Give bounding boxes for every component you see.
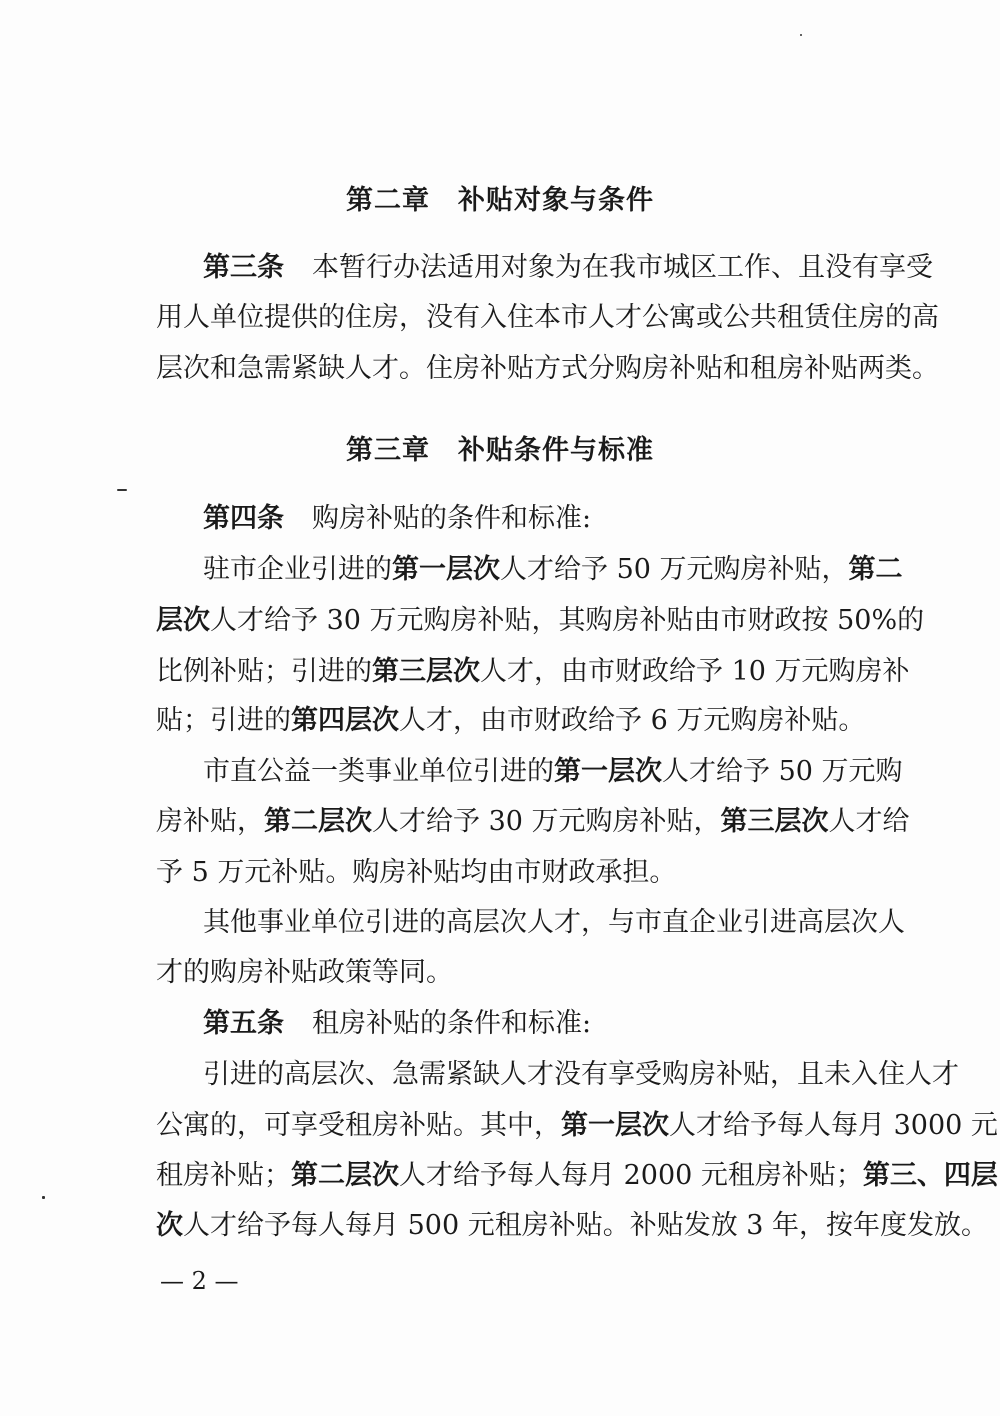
bold-tier-label: 第四层次	[291, 705, 399, 736]
text-run: 人才给予每人每月 500 元租房补贴。补贴发放 3 年，按年度发放。	[183, 1210, 989, 1241]
article-3-text-1: 本暂行办法适用对象为在我市城区工作、且没有享受	[312, 252, 933, 283]
bold-tier-label: 第一层次	[392, 554, 500, 585]
chapter-2-number: 第二章	[346, 185, 430, 216]
text-run: 公寓的，可享受租房补贴。其中，	[156, 1110, 561, 1141]
bold-tier-label: 第三层次	[720, 806, 829, 837]
text-run: 人才给予 50 万元购	[662, 756, 903, 787]
article-4-p1-line-4	[156, 701, 865, 741]
text-run: 租房补贴；	[156, 1160, 291, 1191]
article-4-p1-line-1	[203, 550, 903, 590]
bold-tier-label: 第三、四层	[862, 1160, 998, 1191]
bold-tier-label: 次	[156, 1210, 183, 1241]
chapter-3-number: 第三章	[346, 435, 430, 466]
article-5-label: 第五条	[203, 1008, 284, 1039]
bold-tier-label: 第三层次	[372, 656, 480, 687]
text-run: 人才给予每人每月 3000 元	[669, 1110, 998, 1141]
text-run: 市直公益一类事业单位引进的	[203, 756, 554, 787]
text-run: 人才，由市财政给予 10 万元购房补	[480, 656, 910, 687]
article-5-p1-line-4	[156, 1206, 988, 1246]
article-4-label: 第四条	[203, 503, 284, 534]
bold-tier-label: 第一层次	[554, 756, 662, 787]
article-4-p1-line-2	[156, 601, 924, 641]
text-run: 予 5 万元补贴。购房补贴均由市财政承担。	[156, 857, 677, 888]
text-run: 引进的高层次、急需紧缺人才没有享受购房补贴，且未入住人才	[203, 1059, 959, 1090]
chapter-2-heading	[0, 178, 1000, 217]
text-run: 贴；引进的	[156, 705, 291, 736]
article-3-line-1	[203, 248, 933, 288]
chapter-2-title: 补贴对象与条件	[458, 185, 654, 216]
page-number: — 2 —	[160, 1267, 239, 1295]
article-4-heading-text: 购房补贴的条件和标准:	[312, 503, 592, 534]
article-3-line-3: 层次和急需紧缺人才。住房补贴方式分购房补贴和租房补贴两类。	[156, 353, 939, 384]
text-run: 驻市企业引进的	[203, 554, 392, 585]
bold-tier-label: 第一层次	[561, 1110, 669, 1141]
article-5-heading-text: 租房补贴的条件和标准:	[312, 1008, 592, 1039]
article-5-heading	[203, 1004, 591, 1044]
text-run: 人才给予 50 万元购房补贴，	[500, 554, 849, 585]
text-run: 比例补贴；引进的	[156, 656, 372, 687]
article-4-heading	[203, 499, 591, 539]
bold-tier-label: 第二层次	[264, 806, 372, 837]
text-run: 人才，由市财政给予 6 万元购房补贴。	[399, 705, 866, 736]
article-3-line-2: 用人单位提供的住房，没有入住本市人才公寓或公共租赁住房的高	[156, 302, 939, 333]
text-run: 人才给予每人每月 2000 元租房补贴；	[399, 1160, 863, 1191]
scan-speck	[800, 34, 802, 36]
chapter-3-heading	[0, 428, 1000, 467]
article-4-p2-line-3	[156, 853, 676, 893]
chapter-3-title: 补贴条件与标准	[458, 435, 654, 466]
article-3-label: 第三条	[203, 252, 284, 283]
article-4-p2-line-2	[156, 802, 910, 842]
text-run: 人才给予 30 万元购房补贴，	[372, 806, 721, 837]
article-5-p1-line-1	[203, 1055, 959, 1095]
text-run: 人才给予 30 万元购房补贴，其购房补贴由市财政按 50%的	[210, 605, 925, 636]
article-4-p3-line-2: 才的购房补贴政策等同。	[156, 957, 453, 988]
article-4-p3-line-1: 其他事业单位引进的高层次人才，与市直企业引进高层次人	[203, 907, 905, 938]
bold-tier-label: 第二层次	[291, 1160, 399, 1191]
text-run: 房补贴，	[156, 806, 264, 837]
article-5-p1-line-2	[156, 1106, 998, 1146]
scan-speck	[42, 1196, 45, 1199]
article-4-p2-line-1	[203, 752, 903, 792]
scan-speck	[117, 489, 127, 491]
article-5-p1-line-3	[156, 1156, 998, 1196]
article-4-p1-line-3	[156, 652, 910, 692]
bold-tier-label: 层次	[156, 605, 210, 636]
bold-tier-label: 第二	[848, 554, 903, 585]
text-run: 人才给	[828, 806, 910, 837]
